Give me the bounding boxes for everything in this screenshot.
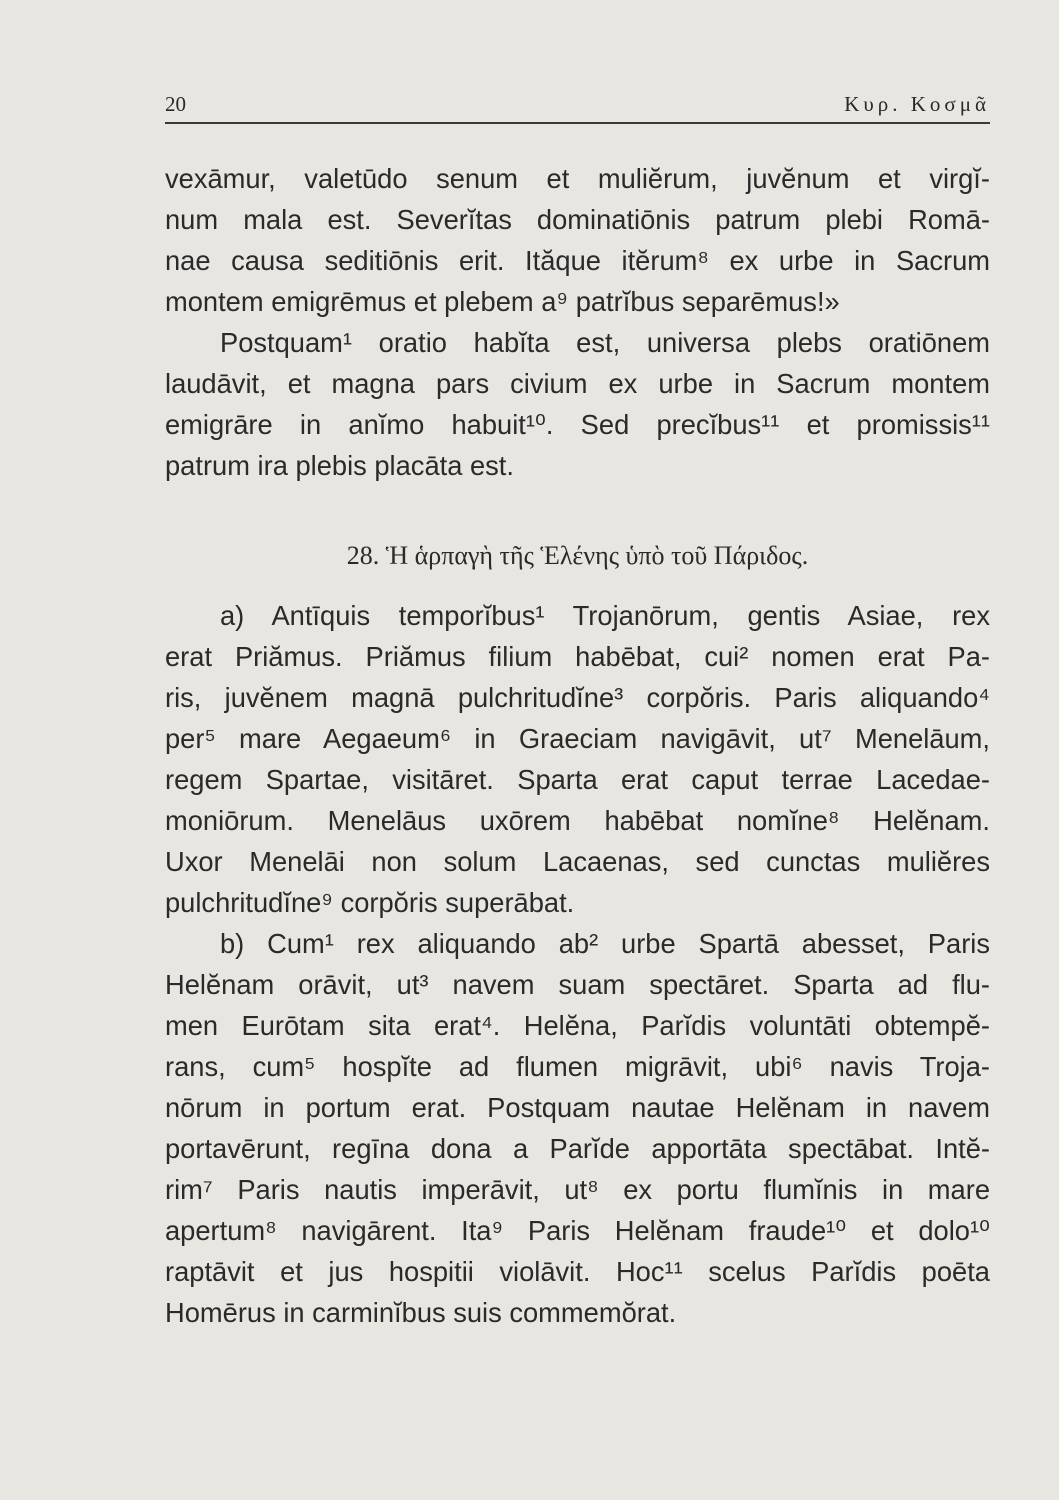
section-heading: 28. Ἡ ἁρπαγὴ τῆς Ἑλένης ὑπὸ τοῦ Πάριδος. — [346, 541, 809, 570]
text-line: Uxor Menelāi non solum Lacaenas, sed cunctas muliĕres — [165, 846, 990, 877]
page-header — [165, 92, 990, 124]
page-number: 20 — [165, 92, 186, 116]
text-line: raptāvit et jus hospitii violāvit. Hoc¹¹ scelus Parĭdis poēta — [165, 1256, 990, 1287]
paragraph-postquam — [165, 322, 990, 486]
text-line: rans, cum⁵ hospĭte ad flumen migrāvit, ubi⁶ navis Troja- — [165, 1051, 990, 1082]
text-line: num mala est. Severĭtas dominatiōnis patrum plebi Romā- — [165, 204, 990, 235]
text-line: a) Antīquis temporĭbus¹ Trojanōrum, gentis Asiae, rex — [220, 600, 990, 631]
paragraph-b — [165, 923, 990, 1333]
text-line: b) Cum¹ rex aliquando ab² urbe Spartā abesset, Paris — [220, 928, 990, 959]
text-line: apertum⁸ navigārent. Ita⁹ Paris Helĕnam fraude¹⁰ et dolo¹⁰ — [165, 1215, 990, 1246]
text-line: pulchritudĭne⁹ corpŏris superābat. — [165, 887, 575, 918]
text-line: nae causa seditiōnis erit. Ităque itĕrum⁸ ex urbe in Sacrum — [165, 245, 990, 276]
text-line: moniōrum. Menelāus uxōrem habēbat nomĭne⁸ Helĕnam. — [165, 805, 990, 836]
text-line: nōrum in portum erat. Postquam nautae Helĕnam in navem — [165, 1092, 990, 1123]
text-line: Homērus in carminĭbus suis commemŏrat. — [165, 1297, 677, 1328]
text-line: emigrāre in anĭmo habuit¹⁰. Sed precĭbus¹¹ et promissis¹¹ — [165, 409, 990, 440]
intro-paragraph — [165, 158, 990, 322]
text-line: Helĕnam orāvit, ut³ navem suam spectāret. Sparta ad flu- — [165, 969, 990, 1000]
text-line: patrum ira plebis placāta est. — [165, 450, 514, 481]
text-line: laudāvit, et magna pars civium ex urbe in Sacrum montem — [165, 368, 990, 399]
page-body — [165, 158, 990, 1333]
text-line: portavērunt, regīna dona a Parĭde apportāta spectābat. Intĕ- — [165, 1133, 990, 1164]
running-head: Κυρ. Κοσμᾶ — [844, 92, 990, 116]
text-line: erat Priămus. Priămus filium habēbat, cui² nomen erat Pa- — [165, 641, 990, 672]
text-line: montem emigrēmus et plebem a⁹ patrĭbus separēmus!» — [165, 286, 840, 317]
text-line: per⁵ mare Aegaeum⁶ in Graeciam navigāvit, ut⁷ Menelāum, — [165, 723, 990, 754]
text-line: regem Spartae, visitāret. Sparta erat caput terrae Lacedae- — [165, 764, 990, 795]
text-line: rim⁷ Paris nautis imperāvit, ut⁸ ex portu flumĭnis in mare — [165, 1174, 990, 1205]
text-line: Postquam¹ oratio habĭta est, universa plebs oratiōnem — [220, 327, 990, 358]
text-line: ris, juvĕnem magnā pulchritudĭne³ corpŏris. Paris aliquando⁴ — [165, 682, 990, 713]
paragraph-a — [165, 595, 990, 923]
text-line: men Eurōtam sita erat⁴. Helĕna, Parĭdis voluntāti obtempĕ- — [165, 1010, 990, 1041]
text-line: vexāmur, valetūdo senum et muliĕrum, juvĕnum et virgĭ- — [165, 163, 990, 194]
